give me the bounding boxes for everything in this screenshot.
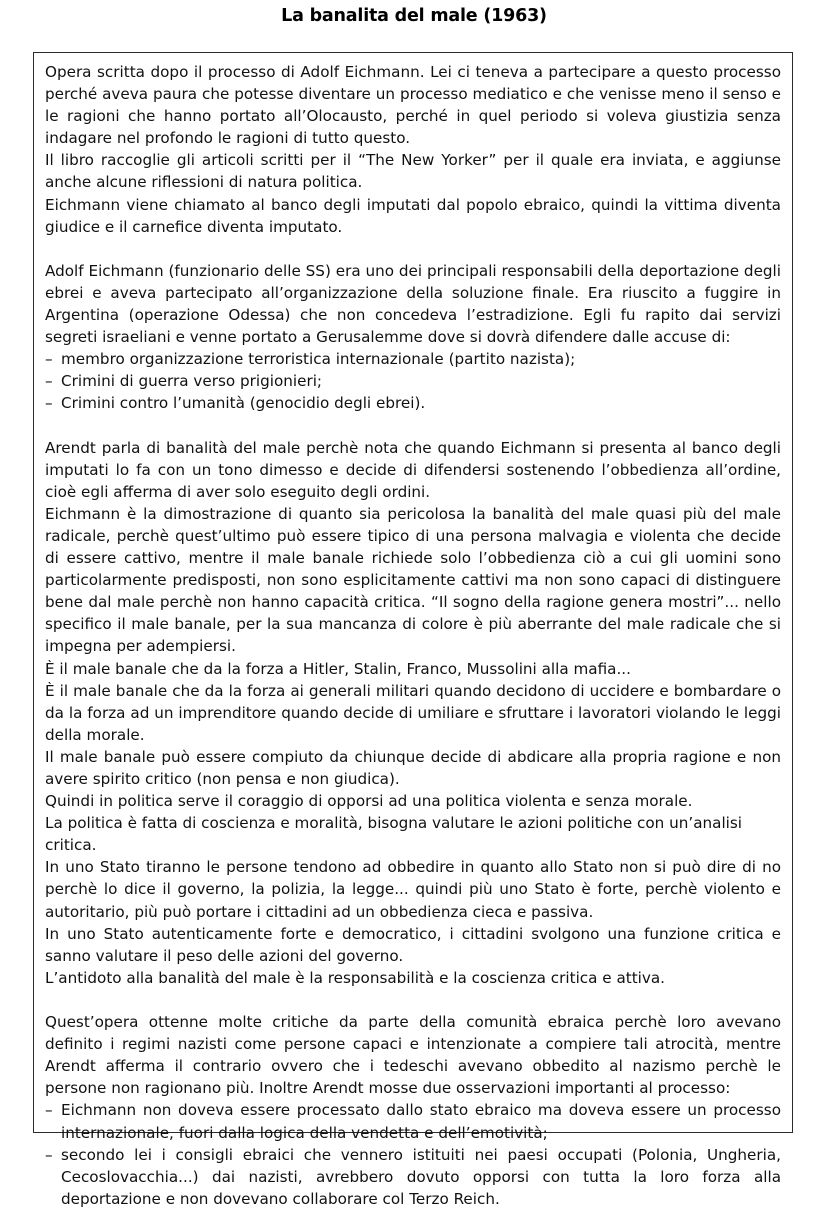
paragraph-block-critiche xyxy=(45,1011,781,1210)
list-osservazioni xyxy=(45,1099,781,1209)
list-accuse xyxy=(45,348,781,414)
paragraph-opera-scritta: Opera scritta dopo il processo di Adolf Eichmann. Lei ci teneva a partecipare a questo processo perché aveva paura che potesse diventare un processo mediatico e che venisse meno il senso e le ragioni che hanno portato all’Olocausto, perché in quel periodo si voleva giustizia senza indagare nel profondo le ragioni di tutto questo. xyxy=(45,63,781,148)
paragraph-block-biografia xyxy=(45,260,781,415)
list-item-accusa: – Crimini di guerra verso prigionieri; xyxy=(45,370,781,392)
paragraph-block-intro xyxy=(45,61,781,238)
paragraph-antidoto: L’antidoto alla banalità del male è la responsabilità e la coscienza critica e attiva. xyxy=(45,968,666,987)
paragraph-il-libro: Il libro raccoglie gli articoli scritti per il “The New Yorker” per il quale era inviata, e aggiunse anche alcune riflessioni di natura politica. xyxy=(45,151,781,192)
paragraph-eichmann-dimostrazione: Eichmann è la dimostrazione di quanto sia pericolosa la banalità del male quasi più del male radicale, perchè quest’ultimo può essere tipico di una persona malvagia e violenta che decide di essere cattivo, mentre il male banale richiede solo l’obbedienza ciò a cui gli uomini sono particolarmente predisposti, non sono esplicitamente cattivi ma non sono capaci di distinguere bene dal male perchè non hanno capacità critica. “Il sogno della ragione genera mostri”... nello specifico il male banale, per la sua mancanza di colore è più aberrante del male radicale che si impegna per adempiersi. xyxy=(45,504,781,656)
page-title: La banalita del male (1963) xyxy=(281,6,547,26)
paragraph-politica-coscienza: La politica è fatta di coscienza e moralità, bisogna valutare le azioni politiche con un’analisi critica. xyxy=(45,814,743,855)
paragraph-eichmann-banco: Eichmann viene chiamato al banco degli imputati dal popolo ebraico, quindi la vittima diventa giudice e il carnefice diventa imputato. xyxy=(45,195,781,236)
paragraph-male-banale-chiunque: Il male banale può essere compiuto da chiunque decide di abdicare alla propria ragione e non avere spirito critico (non pensa e non giudica). xyxy=(45,747,781,788)
paragraph-stato-tiranno: In uno Stato tiranno le persone tendono ad obbedire in quanto allo Stato non si può dire di no perchè lo dice il governo, la polizia, la legge... quindi più uno Stato è forte, perchè violento e autoritario, più può portare i cittadini ad un obbedienza cieca e passiva. xyxy=(45,858,781,921)
paragraph-adolf-eichmann-bio: Adolf Eichmann (funzionario delle SS) era uno dei principali responsabili della deportazione degli ebrei e aveva partecipato all’organizzazione della soluzione finale. Era riuscito a fuggire in Argentina (operazione Odessa) che non concedeva l’estradizione. Egli fu rapito dai servizi segreti israeliani e venne portato a Gerusalemme dove si dovrà difendere dalle accuse di: xyxy=(45,261,781,347)
paragraph-spacer xyxy=(45,415,781,437)
paragraph-male-banale-hitler: È il male banale che da la forza a Hitler, Stalin, Franco, Mussolini alla mafia... xyxy=(45,659,631,678)
paragraph-politica-coraggio: Quindi in politica serve il coraggio di opporsi ad una politica violenta e senza morale. xyxy=(45,792,693,811)
paragraph-questopera-critiche: Quest’opera ottenne molte critiche da parte della comunità ebraica perchè loro avevano definito i regimi nazisti come persone capaci e intenzionate a compiere tali atrocità, mentre Arendt afferma il contrario ovvero che i tedeschi avevano obbedito al nazismo perchè le persone non ragionano più. Inoltre Arendt mosse due osservazioni importanti al processo: xyxy=(45,1013,781,1098)
list-item-osservazione: – Eichmann non doveva essere processato dallo stato ebraico ma doveva essere un processo internazionale, fuori dalla logica della vendetta e dell’emotività; xyxy=(45,1099,781,1143)
list-item-accusa: – Crimini contro l’umanità (genocidio degli ebrei). xyxy=(45,392,781,414)
paragraph-male-banale-generali: È il male banale che da la forza ai generali militari quando decidono di uccidere e bombardare o da la forza ad un imprenditore quando decide di umiliare e sfruttare i lavoratori violando le leggi della morale. xyxy=(45,681,781,744)
list-item-accusa: – membro organizzazione terroristica internazionale (partito nazista); xyxy=(45,348,781,370)
paragraph-block-banalita xyxy=(45,437,781,989)
paragraph-arendt-parla: Arendt parla di banalità del male perchè nota che quando Eichmann si presenta al banco degli imputati lo fa con un tono dimesso e decide di difendersi sostenendo l’obbedienza all’ordine, cioè egli afferma di aver solo eseguito degli ordini. xyxy=(45,438,781,501)
list-item-osservazione: – secondo lei i consigli ebraici che vennero istituiti nei paesi occupati (Polonia, Ungheria, Cecoslovacchia...) dai nazisti, avrebbero dovuto opporsi con tutta la loro forza alla deportazione e non dovevano collaborare col Terzo Reich. xyxy=(45,1144,781,1210)
notes-content-box xyxy=(33,52,793,1208)
paragraph-spacer xyxy=(45,989,781,1011)
paragraph-spacer xyxy=(45,238,781,260)
paragraph-stato-democratico: In uno Stato autenticamente forte e democratico, i cittadini svolgono una funzione critica e sanno valutare il peso delle azioni del governo. xyxy=(45,924,781,965)
